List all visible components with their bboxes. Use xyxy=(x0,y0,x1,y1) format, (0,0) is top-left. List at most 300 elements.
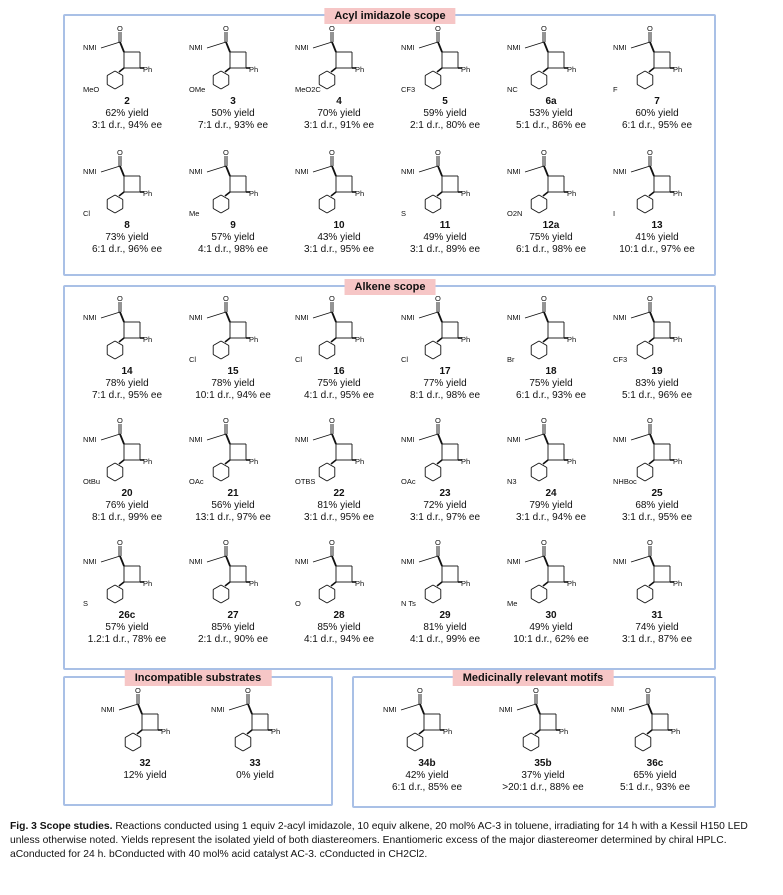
substituent-label: OTBS xyxy=(295,477,316,486)
compound-selectivity: 4:1 d.r., 95% ee xyxy=(303,390,375,401)
nmi-label: NMI xyxy=(83,43,97,52)
compound-number: 29 xyxy=(439,610,451,621)
compound-number: 26c xyxy=(118,610,136,621)
compound-selectivity: 4:1 d.r., 99% ee xyxy=(409,634,481,645)
substituent-label: NHBoc xyxy=(613,477,637,486)
compound-selectivity: 3:1 d.r., 95% ee xyxy=(303,512,375,523)
compound-yield: 76% yield xyxy=(105,500,149,511)
incompatible-compound xyxy=(200,688,310,782)
oxygen-label: O xyxy=(117,418,123,425)
oxygen-label: O xyxy=(329,26,335,33)
compound-yield: 79% yield xyxy=(529,500,573,511)
acyl-compound xyxy=(284,150,394,256)
nmi-label: NMI xyxy=(189,435,203,444)
nmi-label: NMI xyxy=(507,435,521,444)
nmi-label: NMI xyxy=(189,167,203,176)
nmi-label: NMI xyxy=(101,705,115,714)
compound-selectivity: 6:1 d.r., 98% ee xyxy=(515,244,587,255)
substituent-label: S xyxy=(401,209,407,218)
compound-number: 22 xyxy=(333,488,345,499)
compound-selectivity: 3:1 d.r., 89% ee xyxy=(409,244,481,255)
oxygen-label: O xyxy=(435,418,441,425)
substituent-label: OAc xyxy=(189,477,204,486)
compound-selectivity: 5:1 d.r., 86% ee xyxy=(515,120,587,131)
oxygen-label: O xyxy=(647,26,653,33)
compound-number: 17 xyxy=(439,366,451,377)
alkene-compound xyxy=(284,540,394,646)
molecule-structure xyxy=(607,150,707,218)
compound-number: 13 xyxy=(651,220,663,231)
compound-number: 30 xyxy=(545,610,557,621)
alkene-compound xyxy=(390,296,500,402)
acyl-compound xyxy=(602,150,712,256)
incompatible-compound xyxy=(90,688,200,782)
molecule-structure xyxy=(607,26,707,94)
compound-yield: 74% yield xyxy=(635,622,679,633)
alkene-compound xyxy=(390,540,500,646)
nmi-label: NMI xyxy=(83,313,97,322)
compound-selectivity: 6:1 d.r., 96% ee xyxy=(91,244,163,255)
molecule-structure xyxy=(501,540,601,608)
compound-selectivity: 3:1 d.r., 91% ee xyxy=(303,120,375,131)
substituent-label: F xyxy=(613,85,618,94)
oxygen-label: O xyxy=(417,688,423,695)
compound-selectivity: 7:1 d.r., 93% ee xyxy=(197,120,269,131)
substituent-label: Cl xyxy=(83,209,91,218)
molecule-structure xyxy=(607,418,707,486)
nmi-label: NMI xyxy=(401,43,415,52)
compound-yield: 56% yield xyxy=(211,500,255,511)
molecule-structure xyxy=(289,26,389,94)
compound-number: 24 xyxy=(545,488,557,499)
substituent-label: N3 xyxy=(507,477,517,486)
oxygen-label: O xyxy=(541,296,547,303)
nmi-label: NMI xyxy=(507,313,521,322)
phenyl-label: Ph xyxy=(673,65,683,74)
caption-text: Reactions conducted using 1 equiv 2-acyl imidazole, 10 equiv alkene, 20 mol% AC-3 in toluene, irradiating for 14 h with a Kessil H150 LED unless otherwise noted. Yields represent the isolated yield of both diastereomers. Enantiomeric excess of the major diastereomer determined by chiral HPLC. aConducted for 24 h. bConducted with 40 mol% acid catalyst AC-3. cConducted in CH2Cl2. xyxy=(10,821,748,860)
compound-yield: 81% yield xyxy=(423,622,467,633)
phenyl-label: Ph xyxy=(355,579,365,588)
phenyl-label: Ph xyxy=(559,727,569,736)
nmi-label: NMI xyxy=(613,435,627,444)
nmi-label: NMI xyxy=(211,705,225,714)
substituent-label: Br xyxy=(507,355,515,364)
phenyl-label: Ph xyxy=(567,189,577,198)
phenyl-label: Ph xyxy=(567,579,577,588)
compound-number: 19 xyxy=(651,366,663,377)
acyl-compound xyxy=(72,150,182,256)
nmi-label: NMI xyxy=(613,313,627,322)
compound-yield: 49% yield xyxy=(423,232,467,243)
compound-number: 25 xyxy=(651,488,663,499)
phenyl-label: Ph xyxy=(355,335,365,344)
substituent-label: I xyxy=(613,209,616,218)
compound-number: 33 xyxy=(249,758,261,769)
compound-yield: 75% yield xyxy=(317,378,361,389)
phenyl-label: Ph xyxy=(143,189,153,198)
acyl-compound xyxy=(390,150,500,256)
compound-yield: 85% yield xyxy=(211,622,255,633)
compound-yield: 78% yield xyxy=(211,378,255,389)
oxygen-label: O xyxy=(329,540,335,547)
phenyl-label: Ph xyxy=(143,579,153,588)
substituent-label: Me xyxy=(507,599,518,608)
phenyl-label: Ph xyxy=(249,335,259,344)
oxygen-label: O xyxy=(435,540,441,547)
substituent-label: OtBu xyxy=(83,477,101,486)
compound-number: 18 xyxy=(545,366,557,377)
oxygen-label: O xyxy=(541,150,547,157)
nmi-label: NMI xyxy=(507,557,521,566)
figure-caption xyxy=(10,820,770,862)
molecule-structure xyxy=(605,688,705,756)
compound-number: 23 xyxy=(439,488,451,499)
compound-yield: 59% yield xyxy=(423,108,467,119)
oxygen-label: O xyxy=(223,296,229,303)
oxygen-label: O xyxy=(135,688,141,695)
phenyl-label: Ph xyxy=(249,189,259,198)
compound-yield: 73% yield xyxy=(105,232,149,243)
compound-yield: 41% yield xyxy=(635,232,679,243)
oxygen-label: O xyxy=(329,418,335,425)
alkene-compound xyxy=(496,418,606,524)
compound-selectivity: 3:1 d.r., 95% ee xyxy=(621,512,693,523)
compound-yield: 62% yield xyxy=(105,108,149,119)
compound-selectivity: 8:1 d.r., 99% ee xyxy=(91,512,163,523)
alkene-compound xyxy=(178,540,288,646)
alkene-compound xyxy=(178,296,288,402)
acyl-compound xyxy=(72,26,182,132)
oxygen-label: O xyxy=(435,296,441,303)
alkene-compound xyxy=(284,296,394,402)
compound-yield: 81% yield xyxy=(317,500,361,511)
molecule-structure xyxy=(501,26,601,94)
compound-number: 28 xyxy=(333,610,345,621)
phenyl-label: Ph xyxy=(461,189,471,198)
compound-selectivity: 3:1 d.r., 94% ee xyxy=(515,512,587,523)
compound-selectivity: 6:1 d.r., 95% ee xyxy=(621,120,693,131)
alkene-compound xyxy=(602,540,712,646)
nmi-label: NMI xyxy=(295,313,309,322)
phenyl-label: Ph xyxy=(271,727,281,736)
substituent-label: Me xyxy=(189,209,200,218)
compound-yield: 78% yield xyxy=(105,378,149,389)
nmi-label: NMI xyxy=(189,313,203,322)
molecule-structure xyxy=(183,150,283,218)
compound-number: 15 xyxy=(227,366,239,377)
phenyl-label: Ph xyxy=(461,457,471,466)
molecule-structure xyxy=(289,418,389,486)
alkene-compound xyxy=(72,418,182,524)
compound-number: 2 xyxy=(124,96,130,107)
phenyl-label: Ph xyxy=(673,189,683,198)
nmi-label: NMI xyxy=(401,557,415,566)
molecule-structure xyxy=(607,296,707,364)
phenyl-label: Ph xyxy=(249,579,259,588)
compound-number: 9 xyxy=(230,220,236,231)
compound-selectivity: 3:1 d.r., 97% ee xyxy=(409,512,481,523)
molecule-structure xyxy=(183,296,283,364)
nmi-label: NMI xyxy=(383,705,397,714)
oxygen-label: O xyxy=(647,418,653,425)
substituent-label: NC xyxy=(507,85,518,94)
compound-number: 31 xyxy=(651,610,663,621)
phenyl-label: Ph xyxy=(461,579,471,588)
phenyl-label: Ph xyxy=(355,189,365,198)
compound-yield: 37% yield xyxy=(521,770,565,781)
medicinal-compound xyxy=(488,688,598,794)
substituent-label: N Ts xyxy=(401,599,416,608)
molecule-structure xyxy=(501,150,601,218)
nmi-label: NMI xyxy=(83,167,97,176)
alkene-compound xyxy=(602,296,712,402)
compound-selectivity: 10:1 d.r., 97% ee xyxy=(619,244,695,255)
molecule-structure xyxy=(289,540,389,608)
oxygen-label: O xyxy=(647,150,653,157)
phenyl-label: Ph xyxy=(673,457,683,466)
compound-yield: 60% yield xyxy=(635,108,679,119)
molecule-structure xyxy=(377,688,477,756)
molecule-structure xyxy=(289,150,389,218)
compound-number: 35b xyxy=(534,758,552,769)
nmi-label: NMI xyxy=(613,43,627,52)
oxygen-label: O xyxy=(245,688,251,695)
phenyl-label: Ph xyxy=(567,335,577,344)
compound-number: 7 xyxy=(654,96,660,107)
compound-selectivity: 4:1 d.r., 98% ee xyxy=(197,244,269,255)
nmi-label: NMI xyxy=(401,167,415,176)
oxygen-label: O xyxy=(435,150,441,157)
phenyl-label: Ph xyxy=(443,727,453,736)
oxygen-label: O xyxy=(541,540,547,547)
compound-selectivity: 6:1 d.r., 85% ee xyxy=(391,782,463,793)
substituent-label: Cl xyxy=(401,355,409,364)
oxygen-label: O xyxy=(117,26,123,33)
acyl-compound xyxy=(496,150,606,256)
compound-selectivity: 10:1 d.r., 62% ee xyxy=(513,634,589,645)
oxygen-label: O xyxy=(533,688,539,695)
compound-selectivity: 5:1 d.r., 96% ee xyxy=(621,390,693,401)
compound-selectivity: 3:1 d.r., 95% ee xyxy=(303,244,375,255)
nmi-label: NMI xyxy=(499,705,513,714)
phenyl-label: Ph xyxy=(671,727,681,736)
nmi-label: NMI xyxy=(295,435,309,444)
molecule-structure xyxy=(77,418,177,486)
medicinal-title: Medicinally relevant motifs xyxy=(453,670,614,686)
acyl-compound xyxy=(284,26,394,132)
compound-yield: 68% yield xyxy=(635,500,679,511)
nmi-label: NMI xyxy=(295,557,309,566)
compound-yield: 65% yield xyxy=(633,770,677,781)
phenyl-label: Ph xyxy=(161,727,171,736)
compound-number: 3 xyxy=(230,96,236,107)
oxygen-label: O xyxy=(647,540,653,547)
molecule-structure xyxy=(77,540,177,608)
oxygen-label: O xyxy=(117,296,123,303)
oxygen-label: O xyxy=(647,296,653,303)
compound-selectivity: 13:1 d.r., 97% ee xyxy=(195,512,271,523)
compound-yield: 57% yield xyxy=(105,622,149,633)
acyl-compound xyxy=(496,26,606,132)
compound-yield: 12% yield xyxy=(123,770,167,781)
compound-number: 12a xyxy=(542,220,560,231)
nmi-label: NMI xyxy=(613,167,627,176)
compound-number: 11 xyxy=(439,220,451,231)
nmi-label: NMI xyxy=(189,557,203,566)
phenyl-label: Ph xyxy=(249,457,259,466)
substituent-label: O xyxy=(295,599,301,608)
phenyl-label: Ph xyxy=(143,457,153,466)
substituent-label: CF3 xyxy=(613,355,628,364)
acyl-compound xyxy=(602,26,712,132)
compound-number: 8 xyxy=(124,220,130,231)
compound-selectivity: 8:1 d.r., 98% ee xyxy=(409,390,481,401)
alkene-compound xyxy=(72,296,182,402)
compound-number: 20 xyxy=(121,488,133,499)
oxygen-label: O xyxy=(329,296,335,303)
compound-number: 5 xyxy=(442,96,448,107)
molecule-structure xyxy=(77,150,177,218)
acyl-imidazole-title: Acyl imidazole scope xyxy=(324,8,455,24)
oxygen-label: O xyxy=(223,418,229,425)
molecule-structure xyxy=(95,688,195,756)
molecule-structure xyxy=(77,26,177,94)
molecule-structure xyxy=(607,540,707,608)
nmi-label: NMI xyxy=(189,43,203,52)
compound-selectivity: 2:1 d.r., 80% ee xyxy=(409,120,481,131)
compound-yield: 75% yield xyxy=(529,378,573,389)
phenyl-label: Ph xyxy=(673,579,683,588)
compound-yield: 50% yield xyxy=(211,108,255,119)
acyl-compound xyxy=(178,150,288,256)
molecule-structure xyxy=(183,418,283,486)
oxygen-label: O xyxy=(435,26,441,33)
molecule-structure xyxy=(395,150,495,218)
nmi-label: NMI xyxy=(295,167,309,176)
phenyl-label: Ph xyxy=(567,65,577,74)
substituent-label: S xyxy=(83,599,89,608)
compound-yield: 49% yield xyxy=(529,622,573,633)
acyl-compound xyxy=(390,26,500,132)
nmi-label: NMI xyxy=(401,313,415,322)
compound-number: 32 xyxy=(139,758,151,769)
phenyl-label: Ph xyxy=(249,65,259,74)
compound-selectivity: 7:1 d.r., 95% ee xyxy=(91,390,163,401)
compound-yield: 57% yield xyxy=(211,232,255,243)
nmi-label: NMI xyxy=(507,167,521,176)
compound-selectivity: 3:1 d.r., 94% ee xyxy=(91,120,163,131)
alkene-compound xyxy=(72,540,182,646)
alkene-compound xyxy=(390,418,500,524)
compound-yield: 53% yield xyxy=(529,108,573,119)
molecule-structure xyxy=(205,688,305,756)
compound-selectivity: 3:1 d.r., 87% ee xyxy=(621,634,693,645)
compound-selectivity: 4:1 d.r., 94% ee xyxy=(303,634,375,645)
phenyl-label: Ph xyxy=(143,335,153,344)
nmi-label: NMI xyxy=(613,557,627,566)
compound-selectivity: >20:1 d.r., 88% ee xyxy=(502,782,584,793)
nmi-label: NMI xyxy=(83,435,97,444)
compound-selectivity: 1.2:1 d.r., 78% ee xyxy=(87,634,167,645)
molecule-structure xyxy=(395,540,495,608)
compound-selectivity: 5:1 d.r., 93% ee xyxy=(619,782,691,793)
compound-number: 4 xyxy=(336,96,342,107)
compound-selectivity: 2:1 d.r., 90% ee xyxy=(197,634,269,645)
substituent-label: OMe xyxy=(189,85,206,94)
phenyl-label: Ph xyxy=(567,457,577,466)
nmi-label: NMI xyxy=(83,557,97,566)
nmi-label: NMI xyxy=(295,43,309,52)
compound-yield: 0% yield xyxy=(236,770,274,781)
medicinal-compound xyxy=(600,688,710,794)
molecule-structure xyxy=(183,26,283,94)
alkene-compound xyxy=(178,418,288,524)
substituent-label: Cl xyxy=(295,355,303,364)
nmi-label: NMI xyxy=(507,43,521,52)
caption-fig-label: Fig. 3 xyxy=(10,821,37,832)
compound-number: 36c xyxy=(646,758,664,769)
oxygen-label: O xyxy=(223,150,229,157)
oxygen-label: O xyxy=(117,150,123,157)
compound-number: 16 xyxy=(333,366,345,377)
compound-selectivity: 10:1 d.r., 94% ee xyxy=(195,390,271,401)
substituent-label: O2N xyxy=(507,209,523,218)
compound-yield: 42% yield xyxy=(405,770,449,781)
oxygen-label: O xyxy=(541,418,547,425)
phenyl-label: Ph xyxy=(355,457,365,466)
molecule-structure xyxy=(493,688,593,756)
substituent-label: OAc xyxy=(401,477,416,486)
incompatible-title: Incompatible substrates xyxy=(125,670,272,686)
compound-number: 14 xyxy=(121,366,133,377)
molecule-structure xyxy=(395,296,495,364)
compound-yield: 70% yield xyxy=(317,108,361,119)
compound-yield: 83% yield xyxy=(635,378,679,389)
alkene-compound xyxy=(496,296,606,402)
caption-title: Scope studies. xyxy=(39,821,113,832)
oxygen-label: O xyxy=(223,26,229,33)
phenyl-label: Ph xyxy=(461,335,471,344)
molecule-structure xyxy=(77,296,177,364)
molecule-structure xyxy=(289,296,389,364)
substituent-label: Cl xyxy=(189,355,197,364)
substituent-label: CF3 xyxy=(401,85,416,94)
compound-number: 6a xyxy=(545,96,557,107)
compound-number: 10 xyxy=(333,220,345,231)
compound-yield: 77% yield xyxy=(423,378,467,389)
compound-yield: 85% yield xyxy=(317,622,361,633)
medicinal-compound xyxy=(372,688,482,794)
compound-yield: 43% yield xyxy=(317,232,361,243)
oxygen-label: O xyxy=(117,540,123,547)
oxygen-label: O xyxy=(541,26,547,33)
phenyl-label: Ph xyxy=(461,65,471,74)
compound-number: 21 xyxy=(227,488,239,499)
phenyl-label: Ph xyxy=(673,335,683,344)
molecule-structure xyxy=(183,540,283,608)
compound-yield: 72% yield xyxy=(423,500,467,511)
alkene-compound xyxy=(496,540,606,646)
molecule-structure xyxy=(395,26,495,94)
compound-number: 27 xyxy=(227,610,239,621)
molecule-structure xyxy=(501,418,601,486)
oxygen-label: O xyxy=(223,540,229,547)
compound-yield: 75% yield xyxy=(529,232,573,243)
oxygen-label: O xyxy=(329,150,335,157)
molecule-structure xyxy=(501,296,601,364)
nmi-label: NMI xyxy=(611,705,625,714)
nmi-label: NMI xyxy=(401,435,415,444)
